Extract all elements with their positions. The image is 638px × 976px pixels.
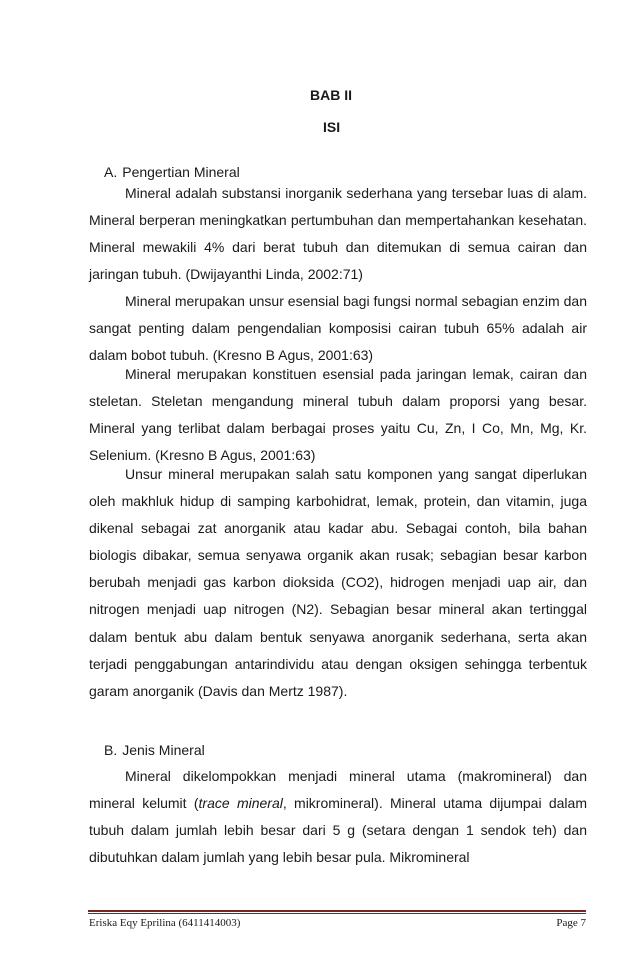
section-a-paragraph-1: Mineral adalah substansi inorganik sederhana yang tersebar luas di alam. Mineral berperan meningkatkan pertumbuhan dan mempertahankan kesehatan. Mineral mewakili 4% dari berat tubuh dan ditemukan di semua cairan dan jaringan tubuh. (Dwijayanthi Linda, 2002:71) (89, 185, 587, 283)
section-a-paragraph-4: Unsur mineral merupakan salah satu komponen yang sangat diperlukan oleh makhluk hidup di samping karbohidrat, lemak, protein, dan vitamin, juga dikenal sebagai zat anorganik atau kadar abu. Sebagai contoh, bila bahan biologis dibakar, semua senyawa organik akan rusak; sebagian besar karbon berubah menjadi gas karbon dioksida (CO2), hidrogen menjadi uap air, dan nitrogen menjadi uap nitrogen (N2). Sebagian besar mineral akan tertinggal dalam bentuk abu dalam bentuk senyawa anorganik sederhana, serta akan terjadi penggabungan antarindividu atau dengan oksigen sehingga terbentuk garam anorganik (Davis dan Mertz 1987). (89, 466, 587, 699)
section-b-paragraph-1 (89, 763, 587, 871)
section-b-marker: B. (104, 742, 118, 758)
chapter-title-text: ISI (323, 119, 341, 135)
chapter-label-text: BAB II (310, 87, 352, 103)
section-a-heading (104, 163, 240, 181)
section-a-marker: A. (104, 164, 118, 180)
section-a-paragraph-2: Mineral merupakan unsur esensial bagi fungsi normal sebagian enzim dan sangat penting dalam pengendalian komposisi cairan tubuh 65% adalah air dalam bobot tubuh. (Kresno B Agus, 2001:63) (89, 293, 587, 364)
section-b-text-after: , mikromineral). Mineral utama dijumpai dalam tubuh dalam jumlah lebih besar dari 5 g (setara dengan 1 sendok teh) dan dibutuhkan dalam jumlah yang lebih besar pula. Mikromineral (89, 795, 587, 866)
section-b-text-before: Mineral dikelompokkan menjadi mineral utama (makromineral) dan mineral kelumit ( (89, 768, 587, 812)
footer-author: Eriska Eqy Eprilina (6411414003) (89, 917, 241, 929)
section-b-title: Jenis Mineral (122, 742, 205, 758)
section-a-paragraph-3: Mineral merupakan konstituen esensial pada jaringan lemak, cairan dan steletan. Steletan mengandung mineral tubuh dalam proporsi yang besar. Mineral yang terlibat dalam berbagai proses yaitu Cu, Zn, I Co, Mn, Mg, Kr. Selenium. (Kresno B Agus, 2001:63) (89, 366, 587, 464)
footer-divider (88, 910, 586, 912)
footer-page-number: Page 7 (556, 917, 586, 929)
section-a-title: Pengertian Mineral (122, 164, 240, 180)
section-b-italic-term: trace mineral (198, 795, 283, 812)
section-b-heading (104, 741, 205, 759)
